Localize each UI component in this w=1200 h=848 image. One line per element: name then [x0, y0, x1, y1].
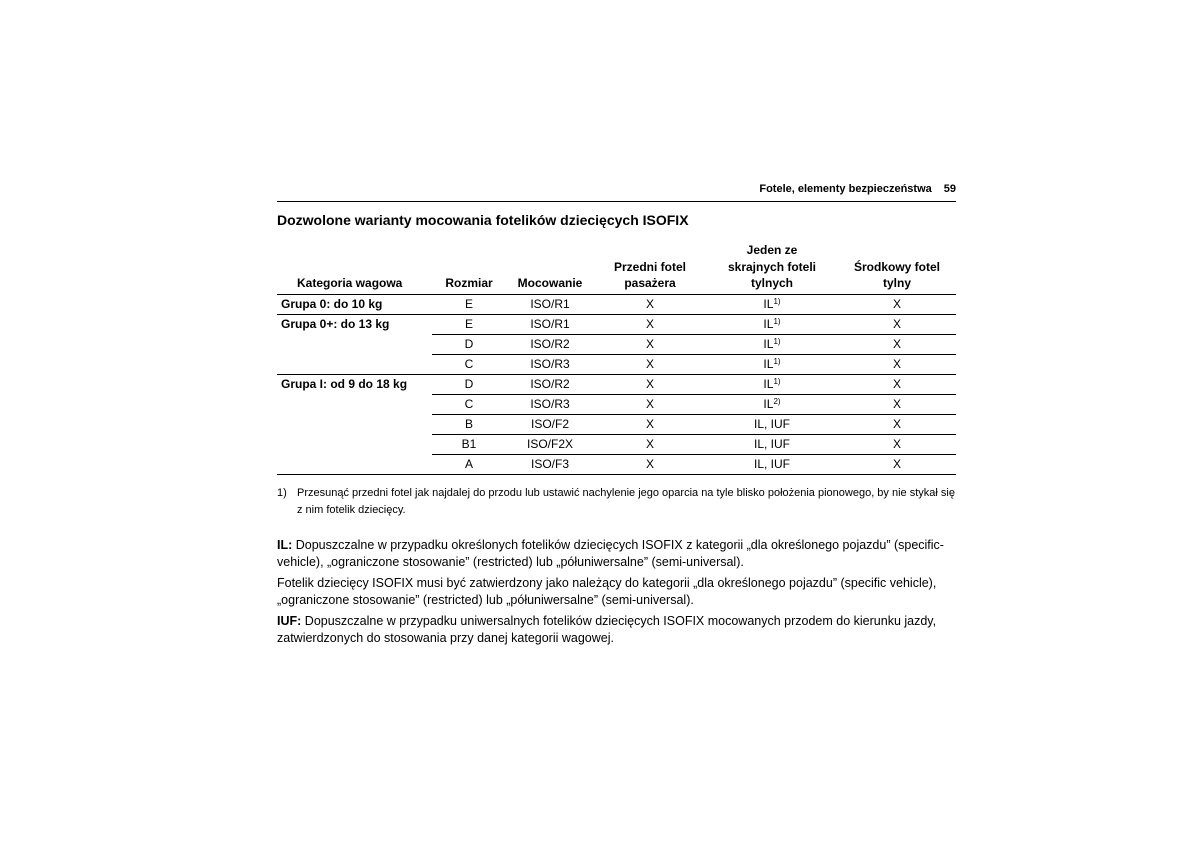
footnote-ref: 2)	[773, 396, 781, 406]
cell-center: X	[838, 354, 956, 374]
cell-mount: ISO/R1	[506, 294, 594, 314]
section-title: Fotele, elementy bezpieczeństwa	[759, 183, 932, 195]
cell-center: X	[838, 434, 956, 454]
cell-mount: ISO/R1	[506, 314, 594, 334]
cell-front: X	[594, 354, 706, 374]
footnote-text: Przesunąć przedni fotel jak najdalej do przodu lub ustawić nachylenie jego oparcia na tyle blisko położenia pionowego, by nie stykał się z nim fotelik dziecięcy.	[297, 487, 955, 516]
cell-outer: IL$^{1)}$	[706, 334, 838, 354]
table-row	[277, 454, 956, 474]
cell-mount: ISO/F3	[506, 454, 594, 474]
cell-size: E	[432, 314, 506, 334]
cell-mount: ISO/R2	[506, 374, 594, 394]
cell-outer: IL, IUF	[706, 434, 838, 454]
notes-section	[277, 537, 967, 651]
cell-size: D	[432, 334, 506, 354]
table-row	[277, 414, 956, 434]
cell-category	[277, 334, 432, 354]
cell-center: X	[838, 334, 956, 354]
cell-center: X	[838, 414, 956, 434]
footnote-ref: 1)	[773, 376, 781, 386]
table-row	[277, 334, 956, 354]
fotelik-paragraph: Fotelik dziecięcy ISOFIX musi być zatwierdzony jako należący do kategorii „dla określonego pojazdu” (specific vehicle), „ograniczone stosowanie” (restricted) lub „półuniwersalne” (semi-universal).	[277, 576, 937, 607]
header-srodkowy: Środkowy fotel tylny	[838, 242, 956, 294]
cell-size: B1	[432, 434, 506, 454]
cell-size: C	[432, 394, 506, 414]
cell-category: Grupa I: od 9 do 18 kg	[281, 376, 408, 391]
cell-front: X	[594, 434, 706, 454]
cell-center: X	[838, 314, 956, 334]
cell-outer: IL$^{1)}$	[706, 354, 838, 374]
cell-front: X	[594, 334, 706, 354]
iuf-text: Dopuszczalne w przypadku uniwersalnych fotelików dziecięcych ISOFIX mocowanych przodem do kierunku jazdy, zatwierdzonych do stosowania przy danej kategorii wagowej.	[277, 614, 937, 645]
cell-category: Grupa 0+: do 13 kg	[281, 316, 390, 331]
footnote-ref: 1)	[773, 336, 781, 346]
iuf-paragraph	[277, 613, 967, 647]
cell-center: X	[838, 294, 956, 314]
cell-size: D	[432, 374, 506, 394]
header-kategoria: Kategoria wagowa	[277, 242, 432, 294]
header-skrajne: Jeden ze skrajnych foteli tylnych	[706, 242, 838, 294]
cell-category	[277, 414, 432, 434]
page-number: 59	[943, 183, 956, 195]
cell-front: X	[594, 414, 706, 434]
table-row	[277, 434, 956, 454]
il-paragraph	[277, 537, 967, 571]
cell-mount: ISO/F2	[506, 414, 594, 434]
cell-outer: IL$^{2)}$	[706, 394, 838, 414]
cell-center: X	[838, 374, 956, 394]
il-label: IL:	[277, 538, 293, 552]
cell-category: Grupa 0: do 10 kg	[277, 294, 432, 314]
iuf-label: IUF:	[277, 614, 302, 628]
header-przedni: Przedni fotel pasażera	[594, 242, 706, 294]
cell-outer: IL, IUF	[706, 454, 838, 474]
table-row	[277, 294, 956, 314]
cell-outer: IL$^{1)}$	[706, 294, 838, 314]
table-row	[277, 394, 956, 414]
cell-front: X	[594, 394, 706, 414]
cell-size: E	[432, 294, 506, 314]
table-row	[277, 374, 956, 394]
cell-category	[277, 454, 432, 474]
cell-mount: ISO/R3	[506, 354, 594, 374]
cell-category	[277, 354, 432, 374]
cell-mount: ISO/F2X	[506, 434, 594, 454]
page-title: Dozwolone warianty mocowania fotelików dziecięcych ISOFIX	[277, 212, 689, 228]
cell-center: X	[838, 394, 956, 414]
cell-center: X	[838, 454, 956, 474]
cell-front: X	[594, 374, 706, 394]
cell-category	[277, 394, 432, 414]
cell-front: X	[594, 294, 706, 314]
cell-mount: ISO/R3	[506, 394, 594, 414]
cell-outer: IL, IUF	[706, 414, 838, 434]
footnote-ref: 1)	[773, 296, 781, 306]
page-header	[277, 183, 956, 202]
header-rozmiar: Rozmiar	[432, 242, 506, 294]
footnote	[277, 485, 956, 519]
footnote-ref: 1)	[773, 316, 781, 326]
cell-front: X	[594, 314, 706, 334]
cell-size: C	[432, 354, 506, 374]
table-row	[277, 314, 956, 334]
cell-outer: IL$^{1)}$	[706, 314, 838, 334]
cell-size: B	[432, 414, 506, 434]
header-mocowanie: Mocowanie	[506, 242, 594, 294]
cell-mount: ISO/R2	[506, 334, 594, 354]
cell-size: A	[432, 454, 506, 474]
table-row	[277, 354, 956, 374]
isofix-table	[277, 242, 956, 475]
cell-front: X	[594, 454, 706, 474]
table-header-row	[277, 242, 956, 294]
footnote-ref: 1)	[773, 356, 781, 366]
cell-outer: IL$^{1)}$	[706, 374, 838, 394]
footnote-mark: 1)	[277, 487, 287, 499]
cell-category	[277, 434, 432, 454]
il-text: Dopuszczalne w przypadku określonych fotelików dziecięcych ISOFIX z kategorii „dla określonego pojazdu” (specific-vehicle), „ograniczone stosowanie” (restricted) lub „półuniwersalne” (semi-universal).	[277, 538, 944, 569]
